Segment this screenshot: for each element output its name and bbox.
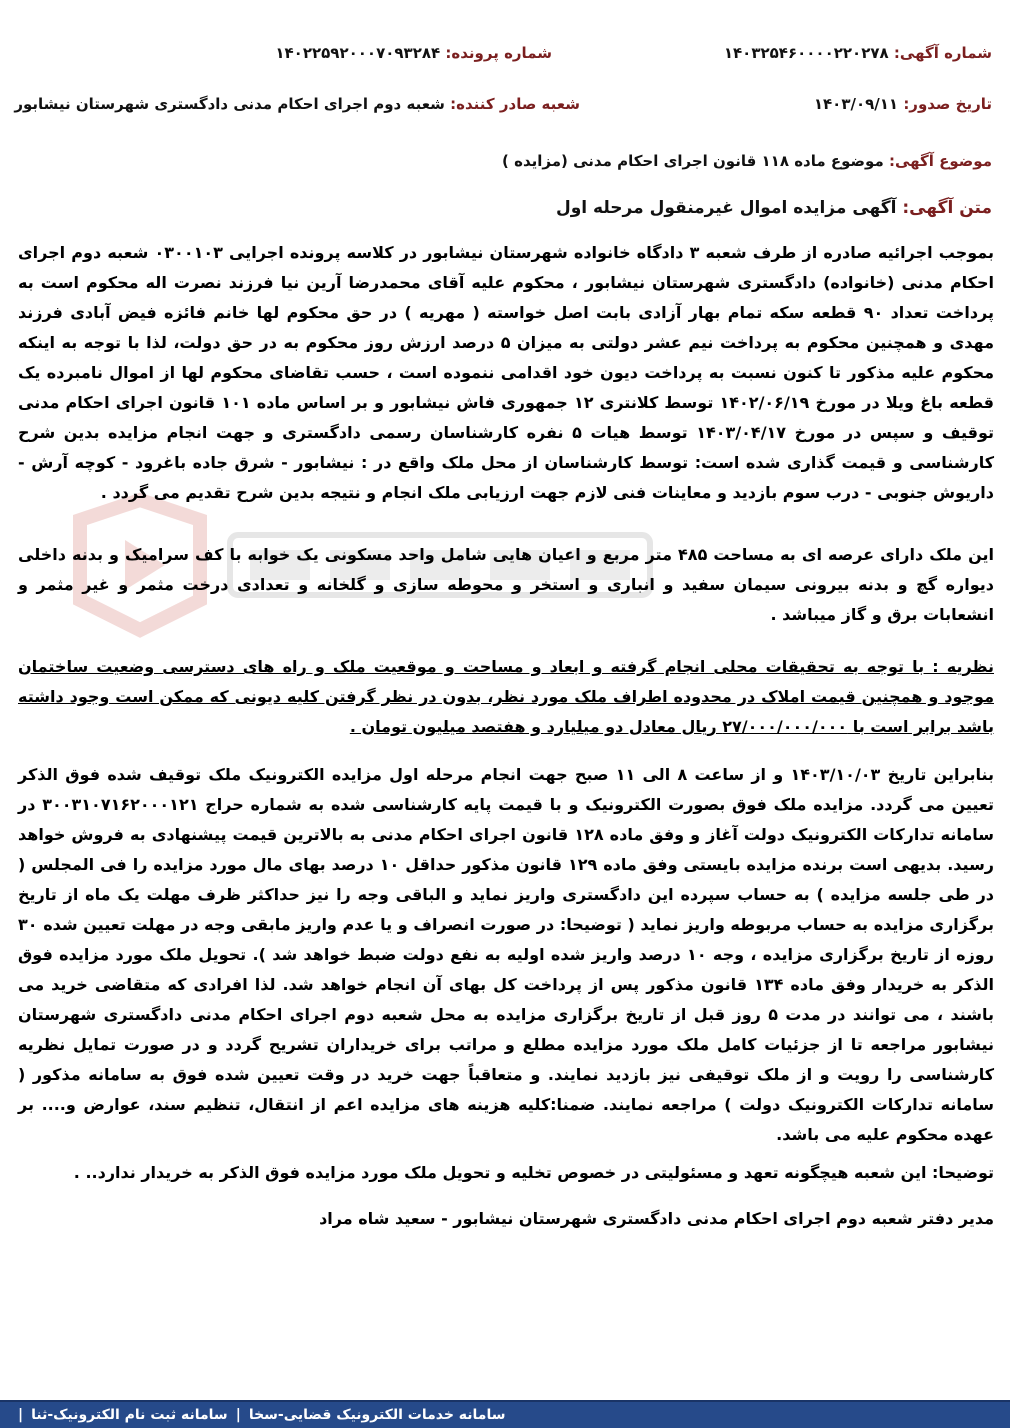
subject-label: موضوع آگهی: (888, 152, 992, 170)
notice-text-value: آگهی مزایده اموال غیرمنقول مرحله اول (555, 198, 897, 218)
body-paragraph-2: این ملک دارای عرصه ای به مساحت ۴۸۵ متر مربع و اعیان هایی شامل واحد مسکونی یک خوابه با کف سرامیک و بدنه داخلی دیواره گچ و بدنه بیرونی سیمان سفید و انباری و استخر و محوطه سازی و گلخانه و تعدادی درخت مثمر و غیر مثمر و انشعابات برق و گاز میباشد . (18, 545, 994, 624)
signature-line: مدیر دفتر شعبه دوم اجرای احکام مدنی دادگستری شهرستان نیشابور - سعید شاه مراد (319, 1209, 994, 1228)
expert-opinion-paragraph: نظریه : با توجه به تحقیقات محلی انجام گرفته و ابعاد و مساحت و موقعیت ملک و راه های دسترسی وضعیت ساختمان موجود و همچنین قیمت املاک در محدوده اطراف ملک مورد نظر، بدون در نظر گرفتن کلیه دیونی که ممکن است وجود داشته باشد برابر است با ۲۷/۰۰۰/۰۰۰/۰۰۰ ریال معادل دو میلیارد و هفتصد میلیون تومان . (18, 657, 994, 736)
notice-text-label: متن آگهی: (902, 198, 992, 218)
footer-separator: | (235, 1407, 241, 1423)
header-row-numbers (18, 44, 992, 74)
footer-separator-end: | (18, 1407, 24, 1423)
issuing-branch-label: شعبه صادر کننده: (450, 95, 580, 113)
issuing-branch-value: شعبه دوم اجرای احکام مدنی دادگستری شهرستان نیشابور (14, 95, 445, 113)
file-number (275, 44, 552, 62)
header-row-issue (14, 95, 992, 125)
body-paragraph-4: بنابراین تاریخ ۱۴۰۳/۱۰/۰۳ و از ساعت ۸ الی ۱۱ صبح جهت انجام مرحله اول مزایده الکترونیک ملک توقیف شده فوق الذکر تعیین می گردد. مزایده ملک فوق بصورت الکترونیک و با قیمت پایه کارشناسی شده به شماره حراج ۳۰۰۳۱۰۷۱۶۲۰۰۰۱۲۱ در سامانه تدارکات الکترونیک دولت آغاز و وفق ماده ۱۲۸ قانون اجرای احکام مدنی به بالاترین قیمت پیشنهادی به فروش خواهد رسید. بدیهی است برنده مزایده بایستی وفق ماده ۱۲۹ قانون مذکور حداقل ۱۰ درصد بهای مال مورد مزایده را فی المجلس ( در طی جلسه مزایده ) به حساب سپرده این دادگستری واریز نماید و الباقی وجه را نیز حداکثر ظرف مهلت یک ماه از تاریخ برگزاری مزایده به حساب مربوطه واریز نماید ( توضیحا: در صورت انصراف و یا عدم واریز مابقی وجه در مهلت تعیین شده ۳۰ روزه از تاریخ برگزاری مزایده ، وجه ۱۰ درصد واریز شده اولیه به نفع دولت ضبط خواهد شد ). تحویل ملک مورد مزایده فوق الذکر به خریدار وفق ماده ۱۳۴ قانون مذکور پس از پرداخت کل بهای آن انجام خواهد شد. لذا افرادی که متقاضی خرید می باشند ، می توانند در مدت ۵ روز قبل از تاریخ برگزاری مزایده به محل شعبه دوم اجرای احکام مدنی دادگستری شهرستان نیشابور مراجعه تا از جزئیات کامل ملک مورد مزایده مطلع و مراتب برای خریداران تشریح گردد و در صورت تمایل نظریه کارشناسی را رویت و از ملک توقیفی نیز بازدید نمایند. و متعاقباً جهت خرید در وقت تعیین شده فوق به سامانه مذکور ( سامانه تدارکات الکترونیک دولت ) مراجعه نمایند. ضمنا:کلیه هزینه های مزایده اعم از انتقال، تنظیم سند، عوارض و.... بر عهده محکوم علیه می باشد. (18, 765, 995, 1144)
body-paragraph-1: بموجب اجرائیه صادره از طرف شعبه ۳ دادگاه خانواده شهرستان نیشابور در کلاسه پرونده اجرایی ۰۳۰۰۱۰۳ شعبه دوم اجرای احکام مدنی (خانواده) دادگستری شهرستان نیشابور ، محکوم علیه آقای محمدرضا آرین نیا فرزند نصرت اله محکوم است به پرداخت تعداد ۹۰ قطعه سکه تمام بهار آزادی بابت اصل خواسته ( مهریه ) در حق محکوم لها خانم فائزه فیض آبادی فرزند مهدی و همچنین محکوم به پرداخت نیم عشر دولتی به میزان ۵ درصد ارزش روز محکوم به در حق دولت، لذا با توجه به اینکه محکوم علیه مذکور تا کنون نسبت به پرداخت دیون خود اقدامی ننموده است ، حسب تقاضای محکوم لها از اموال نامبرده یک قطعه باغ ویلا در مورخ ۱۴۰۲/۰۶/۱۹ توسط کلانتری ۱۲ جمهوری فاش نیشابور و بر اساس ماده ۱۰۱ قانون اجرای احکام مدنی توقیف و سپس در مورخ ۱۴۰۳/۰۴/۱۷ توسط هیات ۵ نفره کارشناسان رسمی دادگستری و جهت انجام مزایده بدین شرح کارشناسی و قیمت گذاری شده است: توسط کارشناسان از محل ملک واقع در : نیشابور - شرق جاده باغرود - کوچه آرش - داریوش جنوبی - درب سوم بازدید و معاینات فنی لازم جهت ارزیابی ملک انجام و نتیجه بدین شرح تقدیم می گردد . (18, 243, 995, 502)
issue-date-value: ۱۴۰۳/۰۹/۱۱ (813, 95, 899, 113)
footer-link-sana[interactable]: سامانه ثبت نام الکترونیک-ثنا (31, 1407, 228, 1423)
notice-number-label: شماره آگهی: (893, 44, 992, 62)
issue-date-label: تاریخ صدور: (903, 95, 992, 113)
footer-bar (0, 1400, 1010, 1428)
notice-subject (502, 152, 992, 170)
subject-value: موضوع ماده ۱۱۸ قانون اجرای احکام مدنی (مزایده ) (502, 152, 884, 170)
issuing-branch (14, 95, 580, 113)
file-number-value: ۱۴۰۲۲۵۹۲۰۰۰۷۰۹۳۲۸۴ (275, 44, 441, 62)
footer-link-sakha[interactable]: سامانه خدمات الکترونیک قضایی-سخا (248, 1407, 506, 1423)
notice-number (724, 44, 992, 62)
disclaimer-paragraph: توضیحا: این شعبه هیچگونه تعهد و مسئولیتی در خصوص تخلیه و تحویل ملک مورد مزایده فوق الذکر به خریدار ندارد.. . (73, 1163, 994, 1182)
issue-date (814, 95, 992, 113)
notice-number-value: ۱۴۰۳۲۵۴۶۰۰۰۰۲۲۰۲۷۸ (723, 44, 889, 62)
file-number-label: شماره پرونده: (445, 44, 552, 62)
notice-text-title (556, 198, 992, 218)
